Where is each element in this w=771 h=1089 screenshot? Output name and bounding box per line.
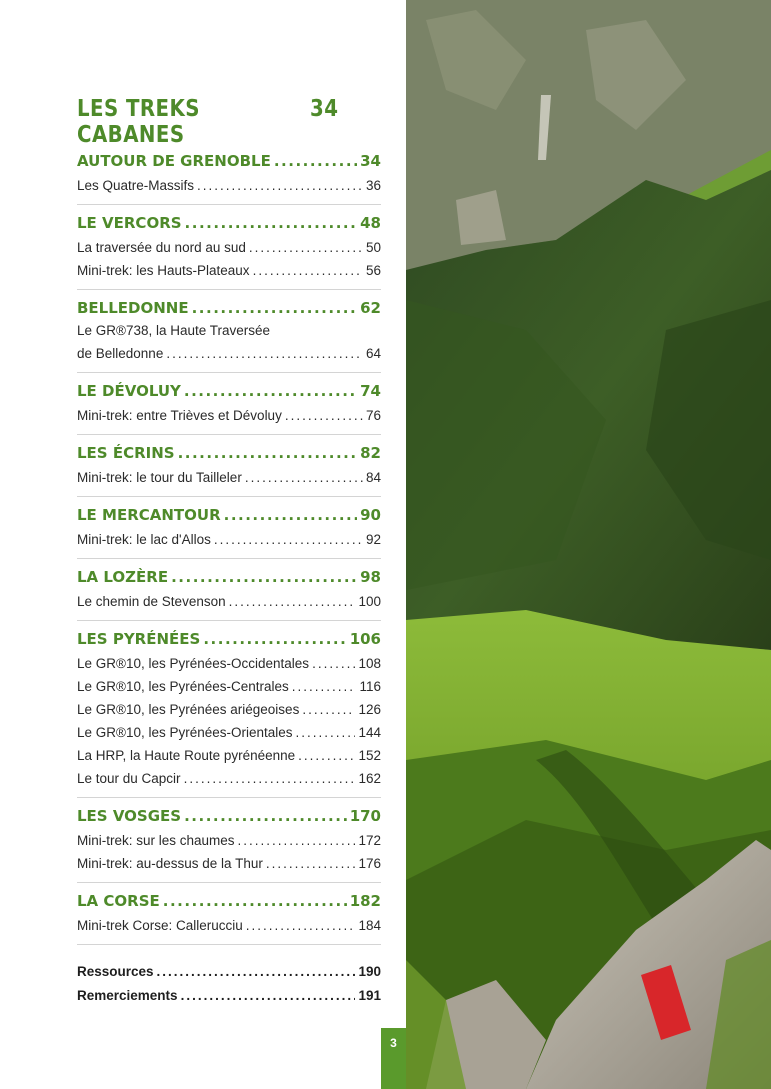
chapter-title-label: LES TREKS CABANES	[77, 96, 200, 148]
section-title: AUTOUR DE GRENOBLE	[77, 152, 271, 170]
section-title: LES VOSGES	[77, 807, 182, 825]
toc-entry[interactable]	[77, 178, 381, 193]
leader-dots	[166, 346, 363, 361]
toc-entry[interactable]	[77, 656, 381, 671]
entry-label: Le chemin de Stevenson	[77, 594, 226, 609]
section-heading[interactable]	[77, 444, 381, 462]
entry-label: Remerciements	[77, 988, 178, 1003]
entry-label-line1[interactable]: Le GR®738, la Haute Traversée	[77, 323, 271, 338]
leader-dots	[184, 382, 357, 400]
entry-label: Le tour du Capcir	[77, 771, 181, 786]
entry-page: 176	[358, 856, 381, 871]
leader-dots	[157, 964, 356, 979]
section-page: 74	[360, 382, 381, 400]
entry-page: 76	[365, 408, 381, 423]
entry-label: de Belledonne	[77, 346, 164, 361]
chapter-title	[77, 96, 338, 148]
toc-entry[interactable]	[77, 679, 381, 694]
leader-dots	[184, 807, 347, 825]
toc-entry[interactable]	[77, 702, 381, 717]
leader-dots	[163, 892, 347, 910]
entry-label: Le GR®10, les Pyrénées-Occidentales	[77, 656, 310, 671]
leader-dots	[266, 856, 356, 871]
toc-entry[interactable]	[77, 748, 381, 763]
section-page: 34	[360, 152, 381, 170]
divider	[77, 496, 381, 497]
entry-label: Le GR®10, les Pyrénées-Centrales	[77, 679, 289, 694]
leader-dots	[246, 918, 356, 933]
leader-dots	[245, 470, 363, 485]
entry-label: Le GR®10, les Pyrénées-Orientales	[77, 725, 293, 740]
leader-dots	[302, 702, 355, 717]
entry-label: Mini-trek: au-dessus de la Thur	[77, 856, 263, 871]
leader-dots	[203, 630, 346, 648]
mountain-photo	[406, 0, 771, 1089]
divider	[77, 620, 381, 621]
entry-label: Le GR®10, les Pyrénées ariégeoises	[77, 702, 300, 717]
section-page: 82	[360, 444, 381, 462]
leader-dots	[214, 532, 363, 547]
entry-label: La traversée du nord au sud	[77, 240, 246, 255]
toc-entry[interactable]	[77, 918, 381, 933]
page-number-tab	[381, 1028, 406, 1089]
section-title: LE DÉVOLUY	[77, 382, 181, 400]
section-heading[interactable]	[77, 299, 381, 317]
entry-label: Ressources	[77, 964, 154, 979]
entry-page: 190	[358, 964, 381, 979]
section-page: 106	[349, 630, 381, 648]
leader-dots	[312, 656, 355, 671]
leader-dots	[238, 833, 356, 848]
entry-label: Mini-trek Corse: Callerucciu	[77, 918, 243, 933]
entry-page: 191	[358, 988, 381, 1003]
section-page: 182	[349, 892, 381, 910]
entry-page: 64	[365, 346, 381, 361]
section-page: 170	[349, 807, 381, 825]
divider	[77, 558, 381, 559]
leader-dots	[178, 444, 358, 462]
divider	[77, 204, 381, 205]
entry-label: Mini-trek: le lac d'Allos	[77, 532, 211, 547]
entry-page: 172	[358, 833, 381, 848]
section-heading[interactable]	[77, 630, 381, 648]
divider	[77, 434, 381, 435]
section-heading[interactable]	[77, 568, 381, 586]
divider	[77, 944, 381, 945]
toc-entry[interactable]	[77, 346, 381, 361]
divider	[77, 289, 381, 290]
page-number: 3	[390, 1036, 397, 1050]
divider	[77, 882, 381, 883]
leader-dots	[229, 594, 356, 609]
section-heading[interactable]	[77, 382, 381, 400]
section-title: LES ÉCRINS	[77, 444, 175, 462]
leader-dots	[185, 214, 358, 232]
toc-entry[interactable]	[77, 833, 381, 848]
entry-page: 152	[358, 748, 381, 763]
entry-label: La HRP, la Haute Route pyrénéenne	[77, 748, 296, 763]
section-page: 62	[360, 299, 381, 317]
section-title: BELLEDONNE	[77, 299, 189, 317]
chapter-title-page: 34	[310, 96, 339, 122]
section-page: 98	[360, 568, 381, 586]
leader-dots	[224, 506, 357, 524]
toc-entry[interactable]	[77, 856, 381, 871]
entry-page: 84	[365, 470, 381, 485]
divider	[77, 372, 381, 373]
toc-entry-resources[interactable]	[77, 964, 381, 979]
entry-page: 92	[365, 532, 381, 547]
entry-label: Les Quatre-Massifs	[77, 178, 195, 193]
entry-page: 56	[365, 263, 381, 278]
toc-entry[interactable]	[77, 594, 381, 609]
entry-page: 116	[359, 679, 381, 694]
section-heading[interactable]	[77, 807, 381, 825]
toc-entry-acknowledgements[interactable]	[77, 988, 381, 1003]
leader-dots	[298, 748, 355, 763]
entry-page: 108	[358, 656, 381, 671]
section-page: 90	[360, 506, 381, 524]
leader-dots	[274, 152, 357, 170]
leader-dots	[184, 771, 356, 786]
entry-page: 144	[358, 725, 381, 740]
section-heading[interactable]	[77, 214, 381, 232]
section-heading[interactable]	[77, 892, 381, 910]
section-title: LE VERCORS	[77, 214, 182, 232]
toc-entry[interactable]	[77, 240, 381, 255]
entry-page: 100	[358, 594, 381, 609]
section-heading[interactable]	[77, 506, 381, 524]
leader-dots	[249, 240, 363, 255]
section-title: LA LOZÈRE	[77, 568, 169, 586]
section-title: LE MERCANTOUR	[77, 506, 221, 524]
toc-entry[interactable]	[77, 470, 381, 485]
entry-page: 162	[358, 771, 381, 786]
toc-entry[interactable]	[77, 771, 381, 786]
divider	[77, 797, 381, 798]
leader-dots	[192, 299, 358, 317]
toc-entry[interactable]	[77, 408, 381, 423]
leader-dots	[285, 408, 363, 423]
entry-page: 50	[365, 240, 381, 255]
toc-entry[interactable]	[77, 725, 381, 740]
entry-label: Mini-trek: entre Trièves et Dévoluy	[77, 408, 282, 423]
leader-dots	[181, 988, 356, 1003]
entry-page: 36	[365, 178, 381, 193]
entry-page: 184	[358, 918, 381, 933]
section-heading[interactable]	[77, 152, 381, 170]
entry-page: 126	[358, 702, 381, 717]
toc-entry[interactable]	[77, 532, 381, 547]
leader-dots	[253, 263, 363, 278]
entry-label: Mini-trek: sur les chaumes	[77, 833, 235, 848]
entry-label: Mini-trek: le tour du Tailleler	[77, 470, 242, 485]
entry-label: Mini-trek: les Hauts-Plateaux	[77, 263, 250, 278]
toc-entry[interactable]	[77, 263, 381, 278]
section-page: 48	[360, 214, 381, 232]
leader-dots	[296, 725, 356, 740]
section-title: LA CORSE	[77, 892, 160, 910]
leader-dots	[171, 568, 357, 586]
leader-dots	[292, 679, 357, 694]
section-title: LES PYRÉNÉES	[77, 630, 201, 648]
leader-dots	[197, 178, 363, 193]
